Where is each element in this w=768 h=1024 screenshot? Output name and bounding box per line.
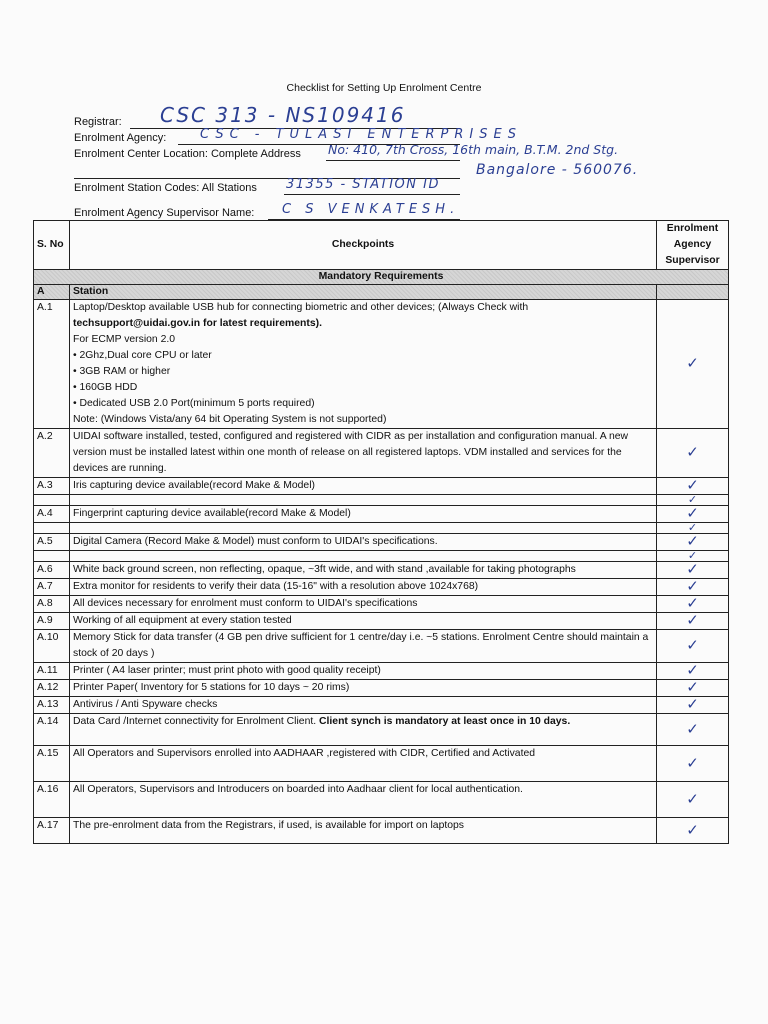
row-number: A.3 bbox=[34, 478, 70, 495]
section-row bbox=[34, 270, 729, 285]
table-row bbox=[34, 506, 729, 523]
group-row bbox=[34, 285, 729, 300]
table-row bbox=[34, 534, 729, 551]
row-checkpoint: Iris capturing device available(record Make & Model) bbox=[70, 478, 657, 495]
row-checkpoint: White back ground screen, non reflecting, opaque, ~3ft wide, and with stand ,available for taking photographs bbox=[70, 562, 657, 579]
document-title: Checklist for Setting Up Enrolment Centre bbox=[286, 82, 482, 94]
col-header-sno: S. No bbox=[34, 221, 70, 270]
row-text: Data Card /Internet connectivity for Enrolment Client. bbox=[73, 716, 320, 727]
check-mark: ✓ bbox=[657, 579, 729, 596]
section-title: Mandatory Requirements bbox=[34, 270, 729, 285]
row-checkpoint: All Operators, Supervisors and Introducers on boarded into Aadhaar client for local authentication. bbox=[70, 782, 657, 818]
station-codes-label: Enrolment Station Codes: All Stations bbox=[74, 182, 257, 194]
check-mark: ✓ bbox=[657, 551, 729, 562]
check-mark: ✓ bbox=[657, 714, 729, 746]
row-number: A.9 bbox=[34, 613, 70, 630]
row-checkpoint: The pre-enrolment data from the Registrars, if used, is available for import on laptops bbox=[70, 818, 657, 844]
row-line: For ECMP version 2.0 bbox=[73, 334, 176, 345]
check-mark: ✓ bbox=[657, 534, 729, 551]
location-underline bbox=[326, 160, 460, 161]
supervisor-name-label: Enrolment Agency Supervisor Name: bbox=[74, 207, 255, 219]
check-mark: ✓ bbox=[657, 697, 729, 714]
check-mark: ✓ bbox=[657, 630, 729, 663]
row-checkpoint: Memory Stick for data transfer (4 GB pen drive sufficient for 1 centre/day i.e. ~5 stations. Enrolment Centre should maintain a stock of 20 days ) bbox=[70, 630, 657, 663]
table-header-row bbox=[34, 221, 729, 270]
table-row bbox=[34, 579, 729, 596]
check-mark: ✓ bbox=[657, 746, 729, 782]
row-line: • 160GB HDD bbox=[73, 382, 138, 393]
check-mark: ✓ bbox=[657, 300, 729, 429]
check-mark: ✓ bbox=[657, 613, 729, 630]
check-mark: ✓ bbox=[657, 429, 729, 478]
row-checkpoint bbox=[70, 714, 657, 746]
col-header-checkpoints: Checkpoints bbox=[70, 221, 657, 270]
row-number: A.15 bbox=[34, 746, 70, 782]
row-number: A.10 bbox=[34, 630, 70, 663]
row-number: A.6 bbox=[34, 562, 70, 579]
check-mark: ✓ bbox=[657, 782, 729, 818]
row-number: A.5 bbox=[34, 534, 70, 551]
group-title: Station bbox=[70, 285, 657, 300]
row-number: A.1 bbox=[34, 300, 70, 429]
row-number: A.13 bbox=[34, 697, 70, 714]
row-checkpoint: All Operators and Supervisors enrolled into AADHAAR ,registered with CIDR, Certified and Activated bbox=[70, 746, 657, 782]
row-checkpoint: Fingerprint capturing device available(record Make & Model) bbox=[70, 506, 657, 523]
check-mark: ✓ bbox=[657, 478, 729, 495]
table-row bbox=[34, 714, 729, 746]
table-row bbox=[34, 478, 729, 495]
table-row bbox=[34, 429, 729, 478]
row-number: A.8 bbox=[34, 596, 70, 613]
group-code: A bbox=[34, 285, 70, 300]
row-checkpoint: Printer ( A4 laser printer; must print photo with good quality receipt) bbox=[70, 663, 657, 680]
row-checkpoint: Antivirus / Anti Spyware checks bbox=[70, 697, 657, 714]
row-line: • Dedicated USB 2.0 Port(minimum 5 ports required) bbox=[73, 398, 315, 409]
row-text-bold: Client synch is mandatory at least once in 10 days. bbox=[319, 716, 571, 727]
check-mark: ✓ bbox=[657, 523, 729, 534]
table-row bbox=[34, 630, 729, 663]
row-number: A.2 bbox=[34, 429, 70, 478]
table-row bbox=[34, 680, 729, 697]
table-row bbox=[34, 782, 729, 818]
station-codes-underline bbox=[284, 194, 460, 195]
row-line-email: techsupport@uidai.gov.in for latest requirements). bbox=[73, 318, 322, 329]
table-row bbox=[34, 596, 729, 613]
table-row bbox=[34, 613, 729, 630]
check-mark: ✓ bbox=[657, 818, 729, 844]
station-codes-value: 31355 - STATION ID bbox=[286, 177, 440, 192]
row-number: A.7 bbox=[34, 579, 70, 596]
supervisor-name-value: C S VENKATESH. bbox=[282, 202, 460, 217]
row-number: A.16 bbox=[34, 782, 70, 818]
table-row bbox=[34, 562, 729, 579]
spacer-row bbox=[34, 495, 729, 506]
check-mark: ✓ bbox=[657, 562, 729, 579]
location-value-line2: Bangalore - 560076. bbox=[476, 162, 639, 178]
row-checkpoint: Working of all equipment at every station tested bbox=[70, 613, 657, 630]
row-line: • 3GB RAM or higher bbox=[73, 366, 171, 377]
agency-label: Enrolment Agency: bbox=[74, 132, 167, 144]
group-tick-cell bbox=[657, 285, 729, 300]
row-number: A.14 bbox=[34, 714, 70, 746]
row-number: A.11 bbox=[34, 663, 70, 680]
check-mark: ✓ bbox=[657, 663, 729, 680]
spacer-row bbox=[34, 523, 729, 534]
row-checkpoint: Extra monitor for residents to verify their data (15-16" with a resolution above 1024x768) bbox=[70, 579, 657, 596]
table-row bbox=[34, 746, 729, 782]
row-checkpoint: All devices necessary for enrolment must conform to UIDAI's specifications bbox=[70, 596, 657, 613]
row-checkpoint: Digital Camera (Record Make & Model) must conform to UIDAI's specifications. bbox=[70, 534, 657, 551]
spacer-row bbox=[34, 551, 729, 562]
row-checkpoint: UIDAI software installed, tested, configured and registered with CIDR as per installation and configuration manual. A new version must be installed latest within one month of release on all registered laptops. VDM installed and services for the devices are running. bbox=[70, 429, 657, 478]
check-mark: ✓ bbox=[657, 495, 729, 506]
check-mark: ✓ bbox=[657, 680, 729, 697]
check-mark: ✓ bbox=[657, 506, 729, 523]
agency-value: CSC - TULASI ENTERPRISES bbox=[200, 127, 522, 142]
row-number: A.4 bbox=[34, 506, 70, 523]
table-row bbox=[34, 300, 729, 429]
col-header-supervisor: Enrolment Agency Supervisor bbox=[657, 221, 729, 270]
row-checkpoint: Printer Paper( Inventory for 5 stations for 10 days ~ 20 rims) bbox=[70, 680, 657, 697]
registrar-value: CSC 313 - NS109416 bbox=[160, 103, 406, 127]
row-checkpoint bbox=[70, 300, 657, 429]
registrar-label: Registrar: bbox=[74, 116, 122, 128]
table-row bbox=[34, 663, 729, 680]
row-line: Laptop/Desktop available USB hub for connecting biometric and other devices; (Always Check with bbox=[73, 302, 529, 313]
row-number: A.12 bbox=[34, 680, 70, 697]
row-line: Note: (Windows Vista/any 64 bit Operating System is not supported) bbox=[73, 414, 387, 425]
row-line: • 2Ghz,Dual core CPU or later bbox=[73, 350, 212, 361]
location-label: Enrolment Center Location: Complete Address bbox=[74, 148, 301, 160]
table-row bbox=[34, 818, 729, 844]
check-mark: ✓ bbox=[657, 596, 729, 613]
table-row bbox=[34, 697, 729, 714]
location-value-line1: No: 410, 7th Cross, 16th main, B.T.M. 2nd Stg. bbox=[328, 142, 619, 157]
checklist-table bbox=[33, 220, 729, 844]
row-number: A.17 bbox=[34, 818, 70, 844]
